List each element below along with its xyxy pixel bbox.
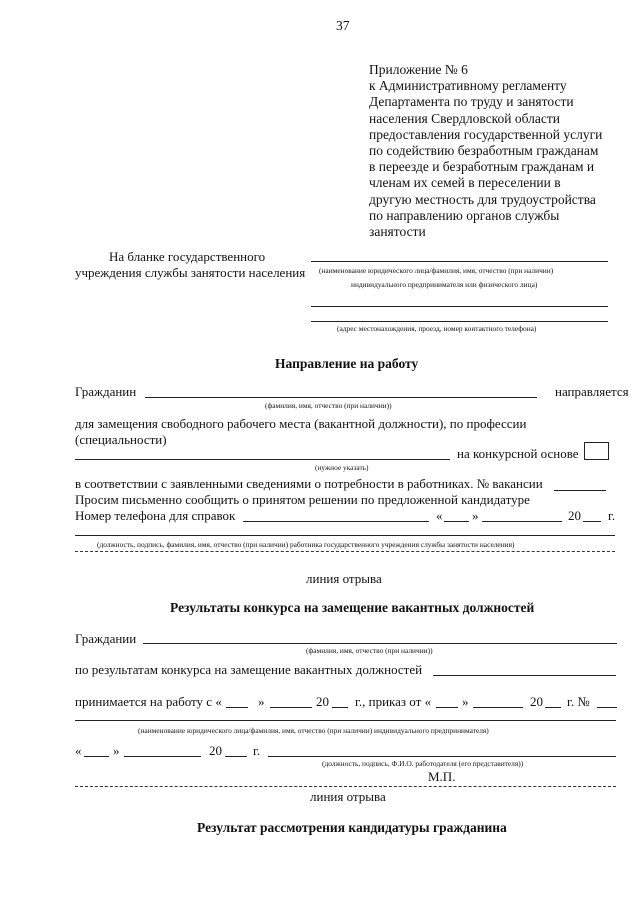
address-hint: (адрес местонахождения, проезд, номер контактного телефона) — [337, 324, 537, 333]
accordance-text: в соответствии с заявленными сведениями о потребности в работниках. № вакансии — [75, 476, 543, 491]
competitive-checkbox[interactable] — [584, 442, 609, 460]
recipient-type-hint: индивидуального предпринимателя или физического лица) — [351, 280, 538, 289]
order-label: г., приказ от « — [355, 694, 432, 709]
signature-dashed-line — [75, 551, 615, 552]
employer-date-close: » — [113, 743, 120, 758]
appendix-line: предоставления государственной услуги — [369, 126, 603, 142]
date-open-quote: « — [436, 508, 443, 523]
employer-year-line — [225, 756, 247, 757]
appendix-line: населения Свердловской области — [369, 110, 560, 126]
order-month-line — [473, 707, 523, 708]
results-citizen-line — [143, 643, 617, 644]
hired-year-line — [332, 707, 348, 708]
year-label: 20 — [568, 508, 581, 523]
results-fio-hint: (фамилия, имя, отчество (при наличии)) — [306, 646, 433, 655]
direction-title: Направление на работу — [275, 356, 419, 371]
day-line — [444, 521, 469, 522]
appendix-line: Департамента по труду и занятости — [369, 94, 574, 110]
phone-label: Номер телефона для справок — [75, 508, 236, 523]
citizen-fio-hint: (фамилия, имя, отчество (при наличии)) — [265, 401, 392, 410]
order-number-line — [597, 707, 617, 708]
year-line — [583, 521, 601, 522]
competitive-label: на конкурсной основе — [457, 446, 579, 461]
page-number: 37 — [336, 18, 350, 33]
hired-month-line — [270, 707, 312, 708]
request-text: Просим письменно сообщить о принятом решении по предложенной кандидатуре — [75, 492, 530, 507]
appendix-block — [369, 62, 631, 240]
signature-hint: (должность, подпись, фамилия, имя, отчество (при наличии) работника государственного учреждения службы занятости населения) — [97, 540, 515, 549]
year-suffix: г. — [608, 508, 616, 523]
order-year-line — [545, 707, 561, 708]
appendix-line: к Административному регламенту — [369, 78, 567, 94]
hired-from-label: принимается на работу с « — [75, 694, 222, 709]
appendix-line: членам их семей в переселении в — [369, 175, 561, 191]
order-number-label: г. № — [567, 694, 590, 709]
tear-line-label-2: линия отрыва — [310, 789, 386, 804]
appendix-line: другую местность для трудоустройства — [369, 191, 596, 207]
sent-label: направляется — [555, 384, 629, 399]
entity-hint: (наименование юридического лица/фамилия, имя, отчество (при наличии) индивидуального предпринимателя) — [138, 726, 489, 735]
recipient-name-hint: (наименование юридического лица/фамилия, имя, отчество (при наличии) — [319, 266, 554, 275]
employer-year-suffix: г. — [253, 743, 261, 758]
competition-line — [433, 675, 616, 676]
results-citizen-label: Граждании — [75, 631, 137, 646]
employer-hint: (должность, подпись, Ф.И.О. работодателя (его представителя)) — [322, 759, 524, 768]
citizen-name-line — [145, 397, 537, 398]
tear-dashed-line — [75, 786, 616, 787]
order-year-label: 20 — [530, 694, 543, 709]
vacancy-number-line — [554, 490, 606, 491]
appendix-line: занятости — [369, 224, 426, 240]
hired-close-quote: » — [258, 694, 265, 709]
citizen-label: Гражданин — [75, 384, 137, 399]
entity-line — [75, 720, 616, 721]
tear-line-label-1: линия отрыва — [306, 571, 382, 586]
address-line-2 — [311, 321, 608, 322]
employer-signature-line — [268, 756, 616, 757]
hired-day-line — [226, 707, 248, 708]
vacancy-line-1: для замещения свободного рабочего места (вакантной должности), по профессии — [75, 416, 527, 431]
recipient-line — [311, 261, 608, 262]
phone-line — [243, 521, 429, 522]
profession-line — [75, 459, 450, 460]
month-line — [482, 521, 562, 522]
vacancy-line-2: (специальности) — [75, 432, 167, 447]
hired-year-label: 20 — [316, 694, 329, 709]
bottom-title: Результат рассмотрения кандидатуры гражданина — [197, 820, 507, 835]
employer-day-line — [84, 756, 109, 757]
employer-year-label: 20 — [209, 743, 222, 758]
appendix-title: Приложение № 6 — [369, 62, 468, 77]
appendix-line: по направлению органов службы — [369, 207, 560, 223]
competition-text: по результатам конкурса на замещение вакантных должностей — [75, 662, 423, 677]
signature-line — [75, 535, 615, 536]
employer-date-open: « — [75, 743, 82, 758]
date-close-quote: » — [472, 508, 479, 523]
order-close-quote: » — [462, 694, 469, 709]
appendix-line: по содействию безработным гражданам — [369, 143, 599, 159]
results-title: Результаты конкурса на замещение вакантных должностей — [170, 600, 535, 615]
blank-line-2: учреждения службы занятости населения — [75, 265, 306, 280]
appendix-line: в переезде и безработным гражданам и — [369, 159, 595, 175]
address-line-1 — [311, 306, 608, 307]
stamp-label: М.П. — [428, 769, 456, 784]
needed-hint: (нужное указать) — [315, 463, 369, 472]
order-day-line — [436, 707, 458, 708]
blank-line-1: На бланке государственного — [109, 249, 266, 264]
employer-month-line — [124, 756, 201, 757]
